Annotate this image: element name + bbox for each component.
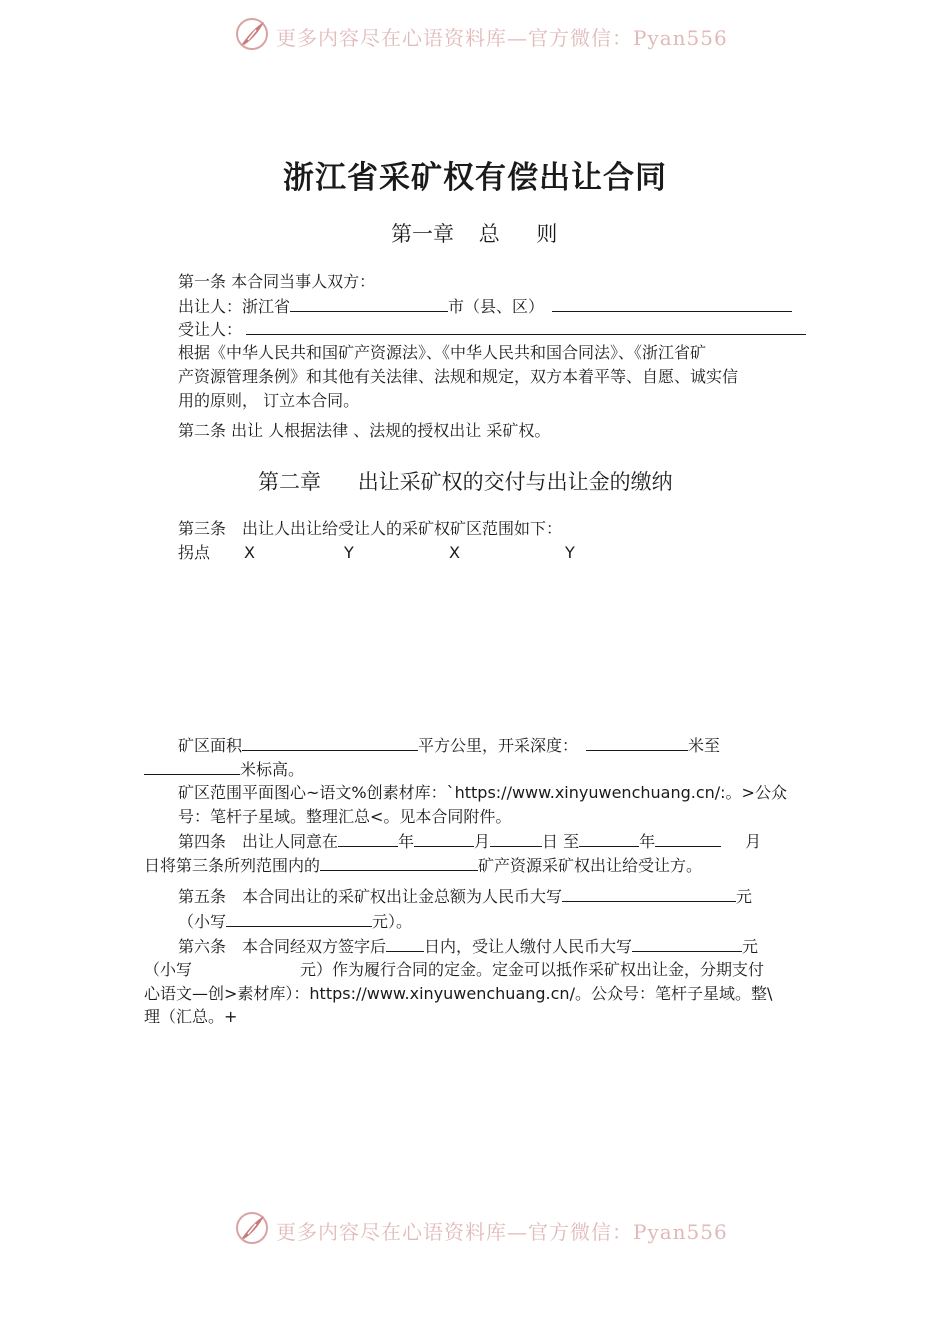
year-label-2: 年 [639,832,656,851]
basis-line-3: 用的原则， 订立本合同。 [178,391,360,410]
article-6-deposit-label: 日内，受让人缴付人民币大写 [424,937,633,956]
article-1-heading: 第一条 本合同当事人双方： [178,272,376,291]
transferee-line [178,318,806,341]
watermark-footer [0,1210,950,1250]
blank-amount-words [562,885,736,902]
coordinate-col-x2: X [449,543,460,562]
yuan-label-2: 元 [742,937,759,956]
blank-days [386,935,424,952]
basis-line-1: 根据《中华人民共和国矿产资源法》、《中华人民共和国合同法》、《浙江省矿 [178,343,707,362]
chapter-1-title-b: 则 [536,222,558,246]
article-4-head: 第四条 出让人同意在 [178,832,339,851]
chapter-1-number: 第一章 [391,222,454,246]
article-4-line-1 [178,830,761,853]
transferor-label: 出让人：浙江省 [178,297,291,316]
watermark-text: 更多内容尽在心语资料库—官方微信：Pyan556 [276,26,728,50]
blank-county [552,295,792,312]
area-line-2 [144,758,304,781]
article-6-tail: 元）作为履行合同的定金。定金可以抵作采矿权出让金，分期支付 [300,960,765,979]
area-label: 矿区面积 [178,736,243,755]
chapter-2-number: 第二章 [258,470,321,494]
chapter-1-heading [391,218,557,248]
article-5-head: 第五条 本合同出让的采矿权出让金总额为人民币大写 [178,887,563,906]
blank-amount-digits [226,910,372,927]
blank-year-2 [579,830,639,847]
area-line-4: 号：笔杆子星域。整理汇总<。见本合同附件。 [178,807,512,826]
basis-line-2: 产资源管理条例》和其他有关法律、法规和规定，双方本着平等、自愿、诚实信 [178,367,739,386]
coordinate-col-x1: X [244,543,255,562]
blank-day-1 [490,830,542,847]
article-6-head: 第六条 本合同经双方签字后 [178,937,387,956]
article-4-line-2 [144,854,702,877]
transferee-label: 受让人： [178,320,243,339]
blank-area [242,734,418,751]
coordinate-col-y1: Y [344,543,354,562]
blank-depth-from [586,734,688,751]
blank-province-city [290,295,448,312]
day-to-label: 日 至 [542,832,580,851]
article-3-heading: 第三条 出让人出让给受让人的采矿权矿区范围如下： [178,519,563,538]
year-label-1: 年 [398,832,415,851]
coordinate-header-label: 拐点 [178,543,211,562]
blank-deposit-words [632,935,742,952]
document-title: 浙江省采矿权有偿出让合同 [283,160,667,196]
blank-year-1 [338,830,398,847]
month-label-1: 月 [474,832,491,851]
chapter-2-heading [258,466,673,496]
article-2: 第二条 出让 人根据法律 、法规的授权出让 采矿权。 [178,421,551,440]
article-4-tail: 矿产资源采矿权出让给受让方。 [478,856,703,875]
article-6-line-1 [178,935,758,958]
article-5-line-2 [178,910,412,933]
quill-logo-icon [234,16,270,52]
transferor-line [178,295,792,318]
blank-mineral [320,854,478,871]
coordinate-col-y2: Y [565,543,575,562]
article-4-day-label: 日将第三条所列范围内的 [144,856,321,875]
blank-depth-to [144,758,240,775]
blank-transferee [246,318,806,335]
quill-logo-icon [234,1210,270,1246]
article-6-line-4: 理（汇总。+ [144,1007,238,1026]
watermark-text: 更多内容尽在心语资料库—官方微信：Pyan556 [276,1220,728,1244]
article-5-line-1 [178,885,752,908]
blank-month-2 [655,830,721,847]
depth-to-label: 米至 [688,736,721,755]
watermark-header [0,16,950,56]
lowercase-label-1: （小写 [178,912,227,931]
chapter-1-title-a: 总 [478,222,500,246]
article-6-line-3: 心语文—创>素材库）：https://www.xinyuwenchuang.cn/。公众号：笔杆子星域。整\ [144,984,773,1003]
yuan-label-1: 元 [736,887,753,906]
blank-month-1 [414,830,474,847]
chapter-2-title: 出让采矿权的交付与出让金的缴纳 [357,470,673,494]
transferor-county-label: 市（县、区） [448,297,545,316]
yuan-close-label-1: 元）。 [372,912,413,931]
area-line-3: 矿区范围平面图心~语文%创素材库：`https://www.xinyuwenchuang.cn/:。>公众 [178,783,787,802]
elevation-label: 米标高。 [240,760,305,779]
depth-label: 平方公里，开采深度： [418,736,579,755]
article-6-line-2 [144,959,764,981]
area-line-1 [178,734,720,757]
lowercase-label-2: （小写 [144,960,193,979]
month-label-2: 月 [745,832,762,851]
